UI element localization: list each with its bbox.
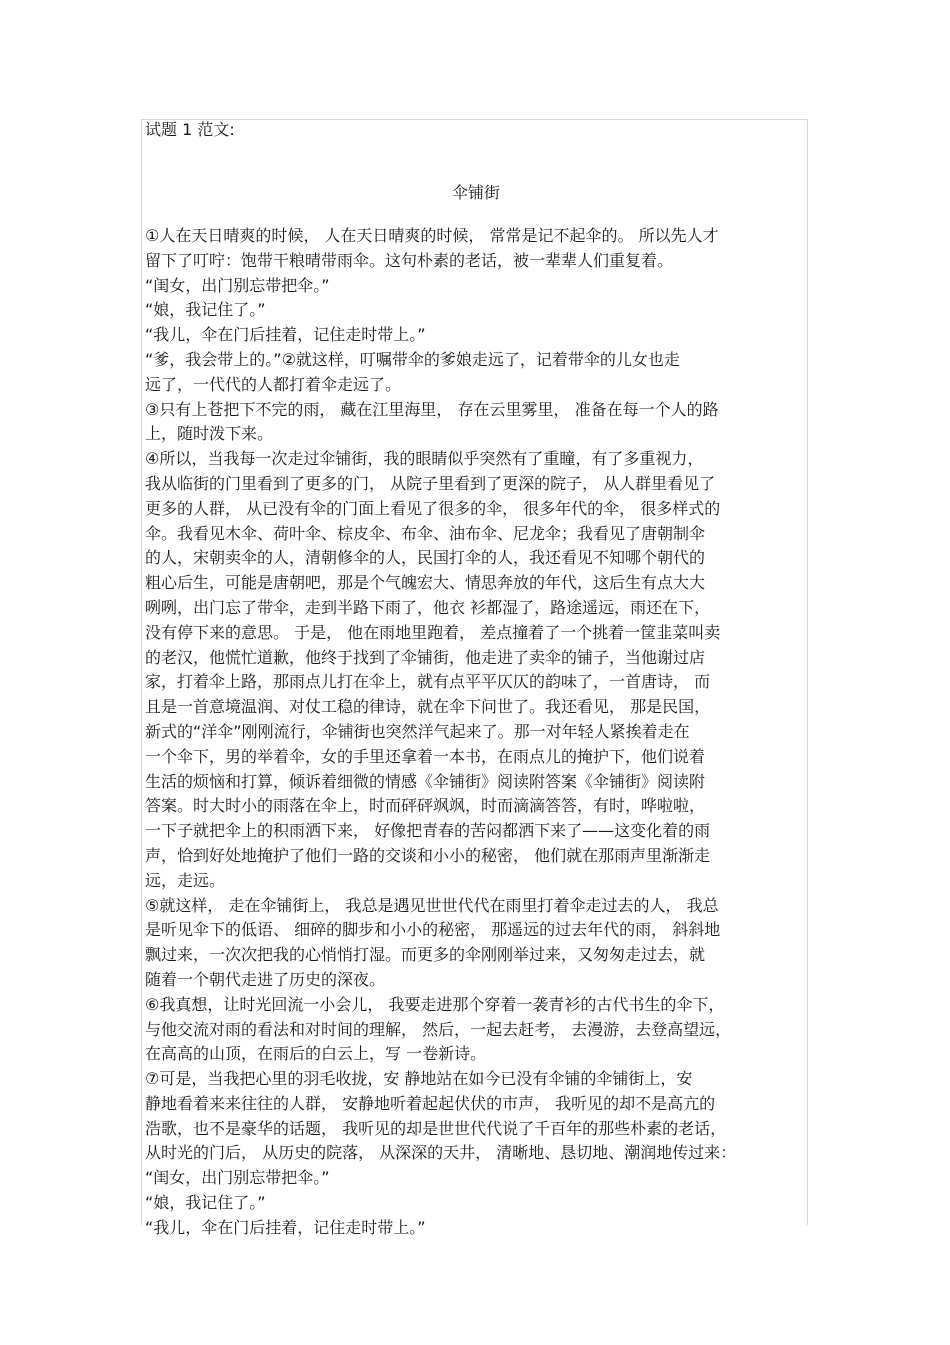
question-heading: 试题 1 范文: [145,120,235,139]
text-line: “我儿，伞在门后挂着，记住走时带上。” [145,325,426,345]
text-line: ⑤就这样， 走在伞铺街上， 我总是遇见世世代代在雨里打着伞走过去的人， 我总 [145,895,719,915]
text-line: 一个伞下，男的举着伞，女的手里还拿着一本书，在雨点儿的掩护下，他们说着 [145,746,706,766]
text-line: 且是一首意境温润、对仗工稳的律诗，就在伞下问世了。我还看见， 那是民国， [145,697,711,717]
text-line: 与他交流对雨的看法和对时间的理解， 然后，一起去赶考， 去漫游，去登高望远， [145,1019,732,1039]
text-line: 声，恰到好处地掩护了他们一路的交谈和小小的秘密， 他们就在那雨声里渐渐走 [145,845,711,865]
text-line: 远，走远。 [145,870,226,890]
text-line: 从时光的门后， 从历史的院落， 从深深的天井， 清晰地、恳切地、潮润地传过来： [145,1143,737,1163]
text-line: 远了，一代代的人都打着伞走远了。 [145,374,402,394]
text-line: “闺女，出门别忘带把伞。” [145,275,330,295]
text-line: “娘，我记住了。” [145,1193,266,1213]
text-line: ①人在天日晴爽的时候， 人在天日晴爽的时候， 常常是记不起伞的。 所以先人才 [145,226,719,245]
text-line: ⑥我真想，让时光回流一小会儿， 我要走进那个穿着一袭青衫的古代书生的伞下， [145,994,725,1014]
text-line: 伞。我看见木伞、荷叶伞、棕皮伞、布伞、油布伞、尼龙伞；我看见了唐朝制伞 [145,523,706,543]
text-line: 我从临街的门里看到了更多的门， 从院子里看到了更深的院子， 从人群里看见了 [145,473,716,493]
text-line: 静地看着来来往往的人群， 安静地听着起起伏伏的市声， 我听见的却不是高亢的 [145,1093,716,1113]
text-line: 是听见伞下的低语、 细碎的脚步和小小的秘密， 那遥远的过去年代的雨， 斜斜地 [145,920,721,940]
text-line: ⑦可是，当我把心里的羽毛收拢，安 静地站在如今已没有伞铺的伞铺街上，安 [145,1069,693,1089]
text-line: 留下了叮咛：饱带干粮晴带雨伞。这句朴素的老话，被一辈辈人们重复着。 [145,250,674,270]
text-line: ④所以，当我每一次走过伞铺街，我的眼睛似乎突然有了重瞳，有了多重视力， [145,449,704,469]
text-line: 的人，宋朝卖伞的人，清朝修伞的人，民国打伞的人，我还看见不知哪个朝代的 [145,548,706,568]
text-line: 飘过来，一次次把我的心悄悄打湿。而更多的伞刚刚举过来，又匆匆走过去，就 [145,945,706,965]
text-line: 粗心后生，可能是唐朝吧，那是个气魄宏大、情思奔放的年代，这后生有点大大 [145,573,706,593]
text-line: 浩歌，也不是豪华的话题， 我听见的却是世世代代说了千百年的那些朴素的老话， [145,1118,727,1138]
text-line: 一下子就把伞上的积雨洒下来， 好像把青春的苦闷都洒下来了——这变化着的雨 [145,821,711,841]
text-line: 上，随时泼下来。 [145,424,274,444]
text-line: 随着一个朝代走进了历史的深夜。 [145,969,386,989]
text-line: 没有停下来的意思。 于是， 他在雨地里跑着， 差点撞着了一个挑着一筐韭菜叫卖 [145,622,721,642]
text-line: 的老汉，他慌忙道歉，他终于找到了伞铺街，他走进了卖伞的铺子，当他谢过店 [145,647,706,667]
text-line: “闺女，出门别忘带把伞。” [145,1168,330,1188]
text-line: 咧咧，出门忘了带伞，走到半路下雨了，他衣 衫都湿了，路途遥远，雨还在下， [145,597,711,617]
text-line: “娘，我记住了。” [145,300,266,320]
text-line: 更多的人群， 从已没有伞的门面上看见了很多的伞， 很多年代的伞， 很多样式的 [145,498,721,518]
text-line: 在高高的山顶，在雨后的白云上，写 一卷新诗。 [145,1044,487,1064]
text-line: 家，打着伞上路，那雨点儿打在伞上，就有点平平仄仄的韵味了，一首唐诗， 而 [145,672,711,692]
essay-text [145,224,807,1241]
text-line: “爹，我会带上的。”②就这样，叮嘱带伞的爹娘走远了，记着带伞的儿女也走 [145,349,680,369]
text-line: ③只有上苍把下不完的雨， 藏在江里海里， 存在云里雾里， 准备在每一个人的路 [145,399,719,419]
essay-title: 伞铺街 [451,183,500,202]
text-line: 答案。时大时小的雨落在伞上，时而砰砰飒飒，时而滴滴答答，有时，哗啦啦， [145,796,706,816]
text-line: 生活的烦恼和打算，倾诉着细微的情感《伞铺街》阅读附答案《伞铺街》阅读附 [145,771,706,791]
document-body [145,118,807,1241]
text-line: 新式的“洋伞”刚刚流行，伞铺街也突然洋气起来了。那一对年轻人紧挨着走在 [145,721,690,741]
text-line: “我儿，伞在门后挂着，记住走时带上。” [145,1217,426,1237]
